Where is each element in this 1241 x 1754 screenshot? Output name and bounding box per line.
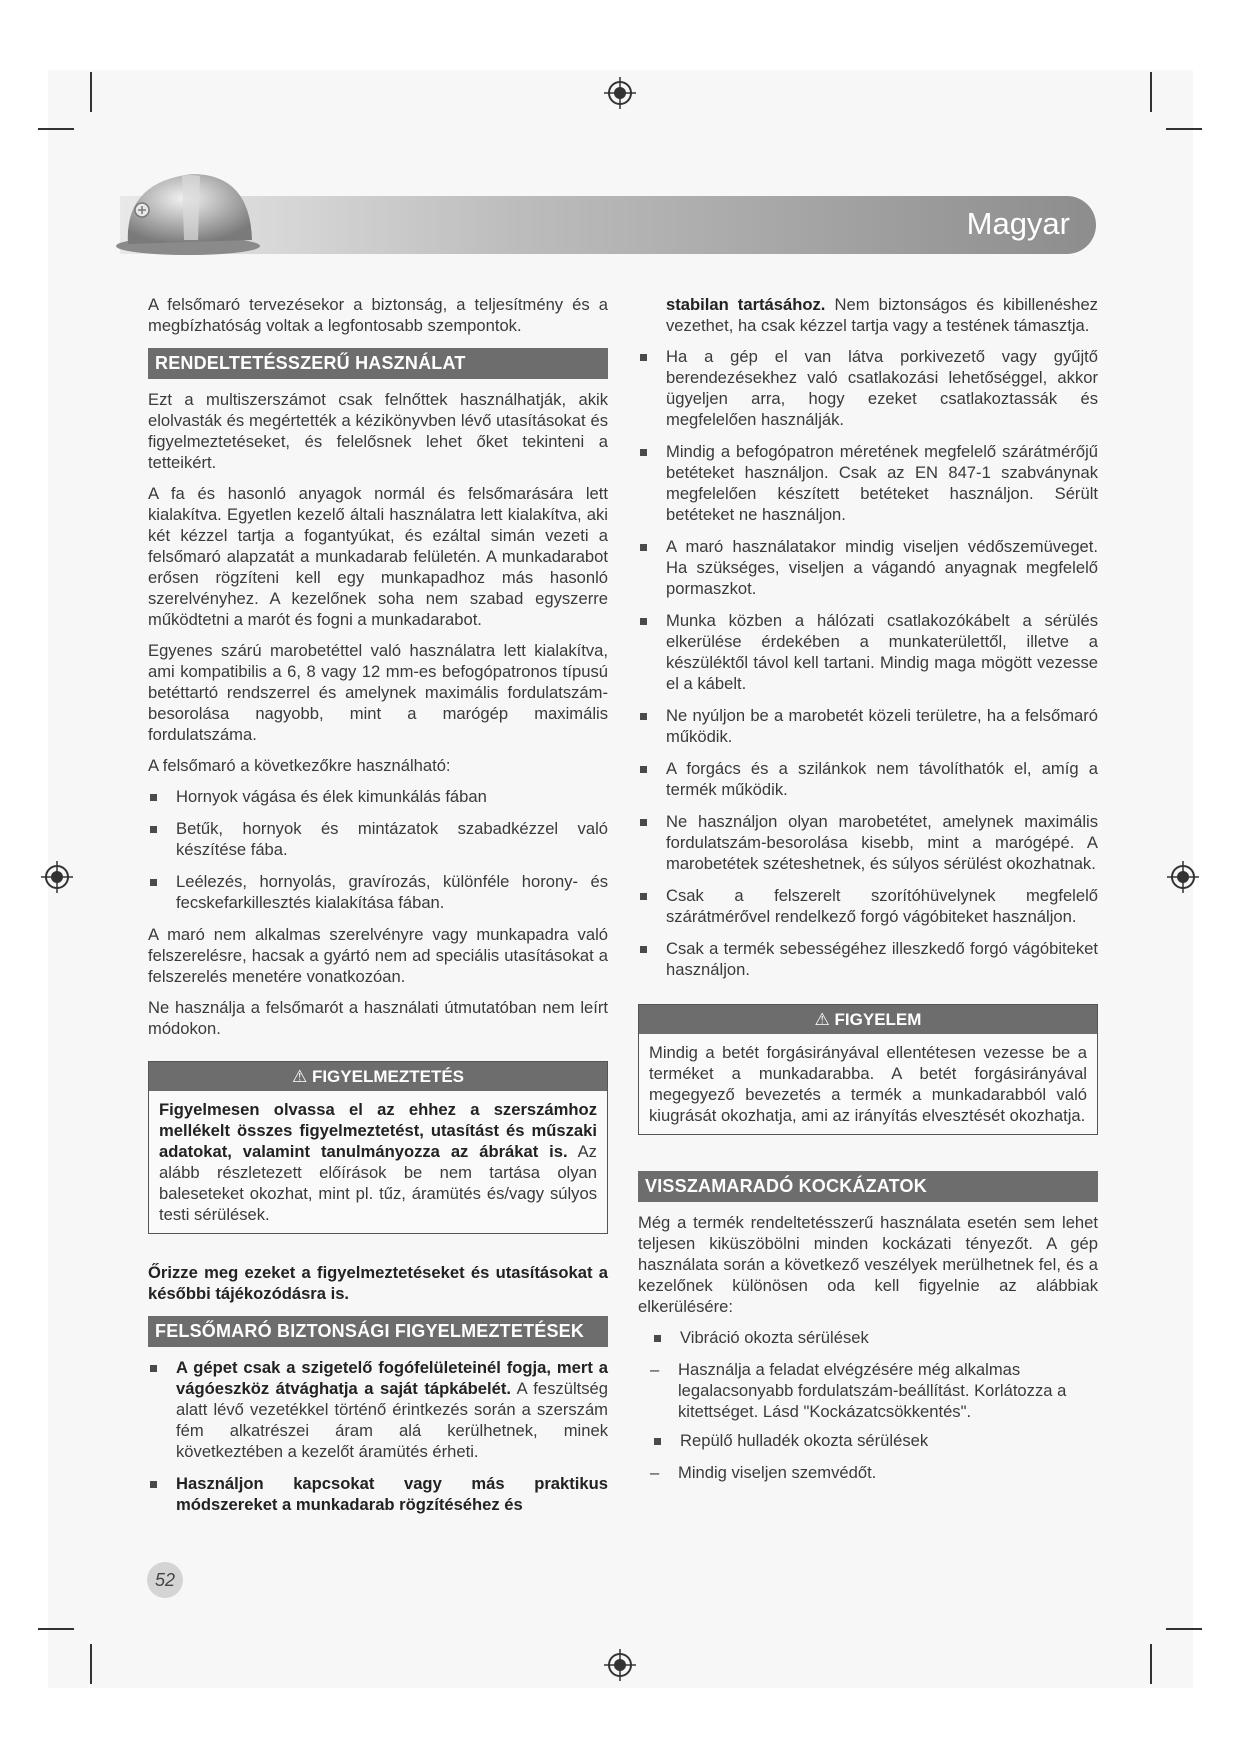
sub-list-item: – Mindig viseljen szemvédőt. (638, 1462, 1098, 1483)
crop-mark (1150, 1644, 1152, 1684)
list-item: A forgács és a szilánkok nem távolíthatók el, amíg a termék működik. (638, 758, 1098, 800)
right-column (638, 294, 1098, 1491)
continued-paragraph: stabilan tartásához. Nem biztonságos és kibillenéshez vezethet, ha csak kézzel tartja vagy a testének támasztja. (666, 295, 1098, 335)
crop-mark (1166, 1628, 1202, 1630)
attention-box (638, 1004, 1098, 1135)
warning-icon: ⚠ (291, 1067, 308, 1086)
safety-heading: FELSŐMARÓ BIZTONSÁGI FIGYELMEZTETÉSEK (148, 1316, 608, 1347)
paragraph: A maró nem alkalmas szerelvényre vagy munkapadra való felszerelésre, hacsak a gyártó nem ad speciális utasításokat a felszerelés menetére vonatkozóan. (148, 925, 608, 986)
list-item: Ha a gép el van látva porkivezető vagy gyűjtő berendezésekhez való csatlakozási lehetőséggel, akkor ügyeljen arra, hogy ezeket csatlakoztassák és megfelelően használják. (638, 346, 1098, 430)
list-item: Ne nyúljon be a marobetét közeli területre, ha a felsőmaró működik. (638, 705, 1098, 747)
list-item: Munka közben a hálózati csatlakozókábelt a sérülés elkerülése érdekében a munkaterülettől, illetve a készüléktől távol kell tartani. Mindig maga mögött vezesse el a kábelt. (638, 610, 1098, 694)
list-item: Használjon kapcsokat vagy más praktikus módszereket a munkadarab rögzítéséhez és (148, 1473, 608, 1515)
registration-mark-icon (603, 1648, 637, 1682)
list-item: Csak a felszerelt szorítóhüvelynek megfelelő szárátmérővel rendelkező forgó vágóbiteket használjon. (638, 885, 1098, 927)
crop-mark (38, 128, 74, 130)
list-item: Vibráció okozta sérülések (652, 1327, 1098, 1348)
list-item: Ne használjon olyan marobetétet, amelynek maximális fordulatszám-besorolása kisebb, mint a marógépé. A marobetétek széteshetnek, és súlyos sérülést okozhatnak. (638, 811, 1098, 874)
attention-title: ⚠ FIGYELEM (639, 1005, 1097, 1034)
crop-mark (90, 72, 92, 112)
safety-helmet-icon (110, 160, 270, 260)
warning-body (149, 1091, 607, 1233)
crop-mark (38, 1628, 74, 1630)
list-item: Repülő hulladék okozta sérülések (652, 1430, 1098, 1451)
list-item: Betűk, hornyok és mintázatok szabadkézzel való készítése fába. (148, 818, 608, 860)
warning-title: ⚠ FIGYELMEZTETÉS (149, 1062, 607, 1091)
paragraph: A felsőmaró a következőkre használható: (148, 756, 451, 775)
registration-mark-icon (40, 860, 74, 894)
list-item: Csak a termék sebességéhez illeszkedő forgó vágóbiteket használjon. (638, 938, 1098, 980)
residual-risks-heading: VISSZAMARADÓ KOCKÁZATOK (638, 1171, 1098, 1202)
intended-use-heading: RENDELTETÉSSZERŰ HASZNÁLAT (148, 348, 608, 379)
crop-mark (1150, 72, 1152, 112)
intro-paragraph: A felsőmaró tervezésekor a biztonság, a teljesítmény és a megbízhatóság voltak a legfontosabb szempontok. (148, 295, 608, 335)
attention-body: Mindig a betét forgásirányával ellentétesen vezesse be a terméket a munkadarabba. A betét forgásirányával megegyező bevezetés a termék a munkadarabból való kiugrását okozhatja, ami az irányítás elvesztését okozhatja. (649, 1043, 1087, 1125)
sub-list-item: – Használja a feladat elvégzésére még alkalmas legalacsonyabb fordulatszám-beállítást. Korlátozza a kitettséget. Lásd "Kockázatcsökkentés". (638, 1359, 1098, 1422)
paragraph: A fa és hasonló anyagok normál és felsőmarására lett kialakítva. Egyetlen kezelő általi használatra lett kialakítva, aki két kézzel tartja a fogantyúkat, és ezáltal simán vezeti a felsőmaró alapzatát a munkadarab felületén. A munkadarabot erősen rögzíteni kell egy munkapadhoz más hasonló szerelvényhez. A kezelőnek soha nem szabad egyszerre működtetni a marót és fogni a munkadarabot. (148, 484, 608, 629)
paragraph: Ezt a multiszerszámot csak felnőttek használhatják, akik elolvasták és megértették a kézikönyvben lévő utasításokat és figyelmeztetéseket, és felelősnek lehet őket tekinteni a tetteikért. (148, 390, 608, 472)
list-item: Leélezés, hornyolás, gravírozás, különféle horony- és fecskefarkillesztés kialakítása fában. (148, 871, 608, 913)
warning-text: Az alább részletezett előírások be nem tartása olyan baleseteket okozhat, mint pl. tűz, áramütés és/vagy súlyos testi sérülések. (159, 1142, 597, 1224)
registration-mark-icon (1166, 860, 1200, 894)
crop-mark (1166, 128, 1202, 130)
crop-mark (90, 1644, 92, 1684)
left-column (148, 294, 608, 1526)
list-item: A gépet csak a szigetelő fogófelületeinél fogja, mert a vágóeszköz átvághatja a saját tápkábelét. A feszültség alatt lévő vezetékkel történő érintkezés során a szerszám fém alkatrészei áram alá kerülhetnek, minek következtében a kezelőt áramütés érheti. (148, 1357, 608, 1462)
paragraph: Még a termék rendeltetésszerű használata esetén sem lehet teljesen kiküszöbölni minden kockázati tényezőt. A gép használata során a következő veszélyek merülhetnek fel, és a kezelőnek különösen oda kell figyelnie az alábbiak elkerülésére: (638, 1213, 1098, 1316)
registration-mark-icon (603, 76, 637, 110)
paragraph: Egyenes szárú marobetéttel való használatra lett kialakítva, ami kompatibilis a 6, 8 vagy 12 mm-es befogópatronos típusú betéttartó rendszerrel és amelynek maximális fordulatszám-besorolása nagyobb, mint a marógép maximális fordulatszáma. (148, 641, 608, 744)
language-title: Magyar (966, 206, 1070, 241)
page-number: 52 (147, 1562, 183, 1598)
keep-instructions: Őrizze meg ezeket a figyelmeztetéseket és utasításokat a későbbi tájékozódásra is. (148, 1263, 608, 1303)
warning-box (148, 1061, 608, 1234)
list-item: Hornyok vágása és élek kimunkálás fában (148, 786, 608, 807)
warning-icon: ⚠ (814, 1010, 830, 1029)
list-item: A maró használatakor mindig viseljen védőszemüveget. Ha szükséges, viseljen a vágandó anyagnak megfelelő pormaszkot. (638, 536, 1098, 599)
list-item: Mindig a befogópatron méretének megfelelő szárátmérőjű betéteket használjon. Csak az EN 847-1 szabványnak megfelelően készített betéteket használjon. Sérült betéteket ne használjon. (638, 441, 1098, 525)
warning-bold-text: Figyelmesen olvassa el az ehhez a szerszámhoz mellékelt összes figyelmeztetést, utasítást és műszaki adatokat, valamint tanulmányozza az ábrákat is. (159, 1100, 597, 1161)
paragraph: Ne használja a felsőmarót a használati útmutatóban nem leírt módokon. (148, 998, 608, 1038)
